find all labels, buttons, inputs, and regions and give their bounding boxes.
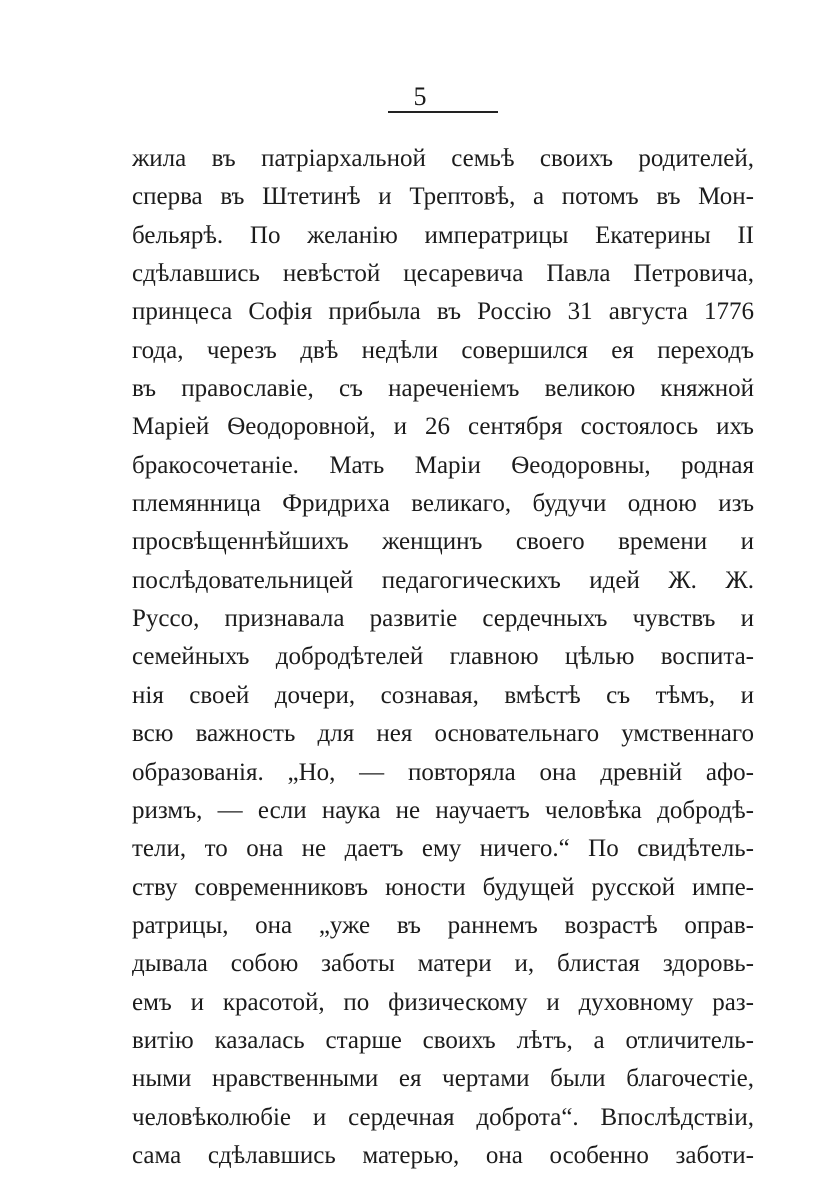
- text-line: бельярѣ. По желанію императрицы Екатерины II: [132, 221, 754, 249]
- text-line: образованія. „Но, — повторяла она древній афо-: [132, 758, 754, 786]
- text-line: ризмъ, — если наука не научаетъ человѣка добродѣ-: [132, 796, 754, 824]
- text-line: человѣколюбіе и сердечная доброта“. Впослѣдствіи,: [132, 1103, 754, 1131]
- text-line: семейныхъ добродѣтелей главною цѣлью воспита-: [132, 643, 754, 671]
- text-line: сперва въ Штетинѣ и Трептовѣ, а потомъ въ Мон-: [132, 183, 754, 211]
- text-line: просвѣщеннѣйшихъ женщинъ своего времени и: [132, 528, 754, 556]
- text-line: послѣдовательницей педагогическихъ идей Ж. Ж.: [132, 566, 754, 594]
- text-line: въ православіе, съ нареченіемъ великою княжной: [132, 375, 754, 403]
- text-line: тели, то она не даетъ ему ничего.“ По свидѣтель-: [132, 835, 754, 863]
- page-header: [0, 82, 840, 112]
- text-line: Руссо, признавала развитіе сердечныхъ чувствъ и: [132, 605, 754, 633]
- text-line: дывала собою заботы матери и, блистая здоровь-: [132, 950, 754, 978]
- page-number: 5: [413, 82, 427, 111]
- body-text: [132, 140, 754, 1175]
- text-line: Маріей Ѳеодоровной, и 26 сентября состоялось ихъ: [132, 413, 754, 441]
- text-line: принцеса Софія прибыла въ Россію 31 августа 1776: [132, 298, 754, 326]
- text-line: жила въ патріархальной семьѣ своихъ родителей,: [132, 145, 754, 172]
- text-line: ратрицы, она „уже въ раннемъ возрастѣ оправ-: [132, 911, 754, 939]
- text-line: емъ и красотой, по физическому и духовному раз-: [132, 988, 754, 1016]
- text-line: бракосочетаніе. Мать Маріи Ѳеодоровны, родная: [132, 451, 754, 479]
- header-rule: [388, 111, 498, 113]
- text-line: племянница Фридриха великаго, будучи одною изъ: [132, 490, 754, 518]
- text-line: ными нравственными ея чертами были благочестіе,: [132, 1065, 754, 1093]
- text-line: всю важность для нея основательнаго умственнаго: [132, 720, 754, 748]
- text-line: года, черезъ двѣ недѣли совершился ея переходъ: [132, 336, 754, 364]
- text-line: нія своей дочери, сознавая, вмѣстѣ съ тѣмъ, и: [132, 681, 754, 709]
- text-line: витію казалась старше своихъ лѣтъ, а отличитель-: [132, 1026, 754, 1054]
- text-line: сама сдѣлавшись матерью, она особенно заботи-: [132, 1141, 754, 1169]
- text-line: сдѣлавшись невѣстой цесаревича Павла Петровича,: [132, 260, 754, 288]
- text-line: ству современниковъ юности будущей русской импе-: [132, 873, 754, 901]
